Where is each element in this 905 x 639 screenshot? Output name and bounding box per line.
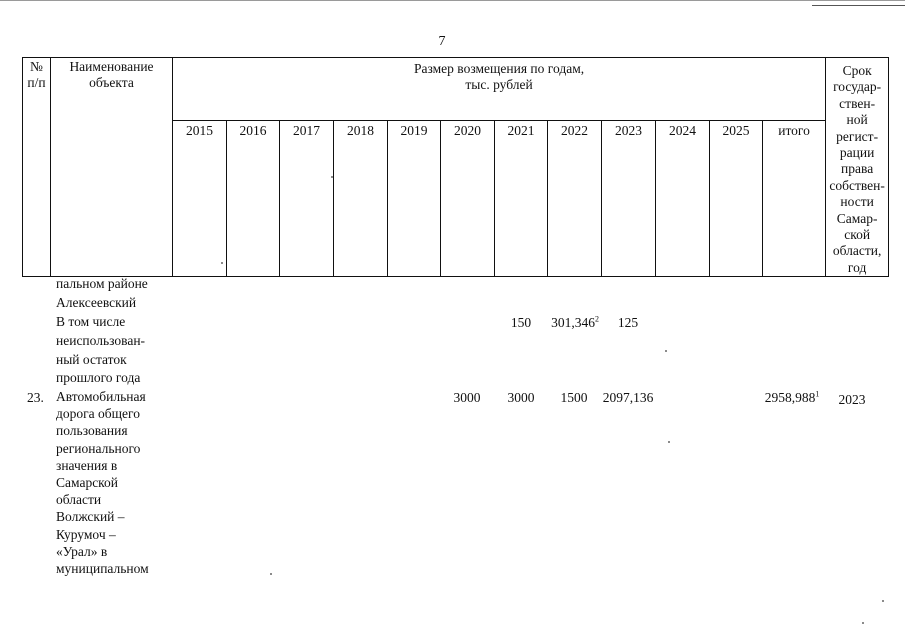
row-23-2021: 3000 (507, 390, 535, 405)
header-term-line: рации (839, 145, 875, 161)
header-year-2023: 2023 (602, 121, 656, 277)
name-line: В том числе (56, 314, 126, 329)
header-term-line: ствен- (839, 95, 876, 111)
header-term-line: Самар- (836, 210, 878, 226)
name-line: дорога общего (56, 406, 140, 422)
header-year-2021: 2021 (495, 121, 548, 277)
header-term-line: Срок (842, 63, 872, 78)
header-year-2016: 2016 (227, 121, 280, 277)
row-23-2023: 2097,136 (602, 390, 654, 405)
name-line: значения в (56, 457, 118, 473)
name-line: пальном районе (56, 276, 148, 291)
scan-speck (331, 176, 333, 178)
name-line: прошлого года (56, 370, 141, 386)
scan-speck (668, 441, 670, 443)
header-term-line: ной (846, 112, 868, 128)
header-num-label: № п/п (27, 59, 46, 90)
value-text: 301,346 (551, 315, 595, 330)
scan-speck (221, 262, 223, 264)
name-line: Алексеевский (56, 294, 137, 310)
header-year-2025: 2025 (710, 121, 763, 277)
header-year-2019: 2019 (388, 121, 441, 277)
header-term-line: области, (832, 243, 882, 259)
row-23-2022: 1500 (560, 390, 588, 405)
row-continuation-name (56, 275, 148, 313)
scan-speck (882, 600, 884, 602)
name-line: ный остаток (56, 351, 127, 367)
name-line: Самарской (56, 475, 119, 491)
row-subtotal-2023: 125 (617, 315, 639, 330)
name-line: пользования (56, 423, 128, 439)
header-year-2015: 2015 (173, 121, 227, 277)
name-line: Курумоч – (56, 526, 116, 542)
header-group-label-2: тыс. рублей (465, 77, 533, 92)
header-year-2017: 2017 (280, 121, 334, 277)
row-23-term: 2023 (838, 392, 866, 407)
header-year-2024: 2024 (656, 121, 710, 277)
name-line: области (56, 492, 102, 508)
name-line: Волжский – (56, 509, 125, 525)
header-term-line: государ- (833, 79, 882, 95)
page-number: 7 (438, 34, 446, 49)
value-text: 2958,988 (764, 390, 816, 405)
row-subtotal-2022 (545, 315, 605, 331)
row-23-2020: 3000 (453, 390, 481, 405)
name-line: «Урал» в (56, 543, 108, 559)
row-23-name (56, 388, 149, 577)
header-group-label-1: Размер возмещения по годам, (414, 61, 585, 76)
row-subtotal-name (56, 313, 145, 388)
row-23-number: 23. (27, 390, 44, 405)
header-year-2018: 2018 (334, 121, 388, 277)
name-line: регионального (56, 440, 141, 456)
name-line: муниципальном (56, 561, 149, 577)
scan-speck (862, 622, 864, 624)
scan-speck (665, 350, 667, 352)
header-term-line: ности (840, 194, 874, 210)
row-23-total (757, 390, 827, 406)
header-total: итого (763, 121, 826, 277)
footnote-mark: 2 (594, 314, 599, 324)
footnote-mark: 1 (815, 389, 820, 399)
header-term-line: регист- (836, 128, 879, 144)
header-name-label: Наименование объекта (69, 59, 154, 90)
header-term-line: права (841, 161, 874, 177)
row-subtotal-2021: 150 (510, 315, 532, 330)
name-line: Автомобильная (56, 389, 146, 404)
scan-speck (270, 573, 272, 575)
name-line: неиспользован- (56, 332, 146, 348)
header-term-line: год (847, 259, 867, 275)
header-term-line: собствен- (829, 177, 885, 193)
header-year-2022: 2022 (548, 121, 602, 277)
header-year-2020: 2020 (441, 121, 495, 277)
header-term-line: ской (844, 227, 871, 243)
